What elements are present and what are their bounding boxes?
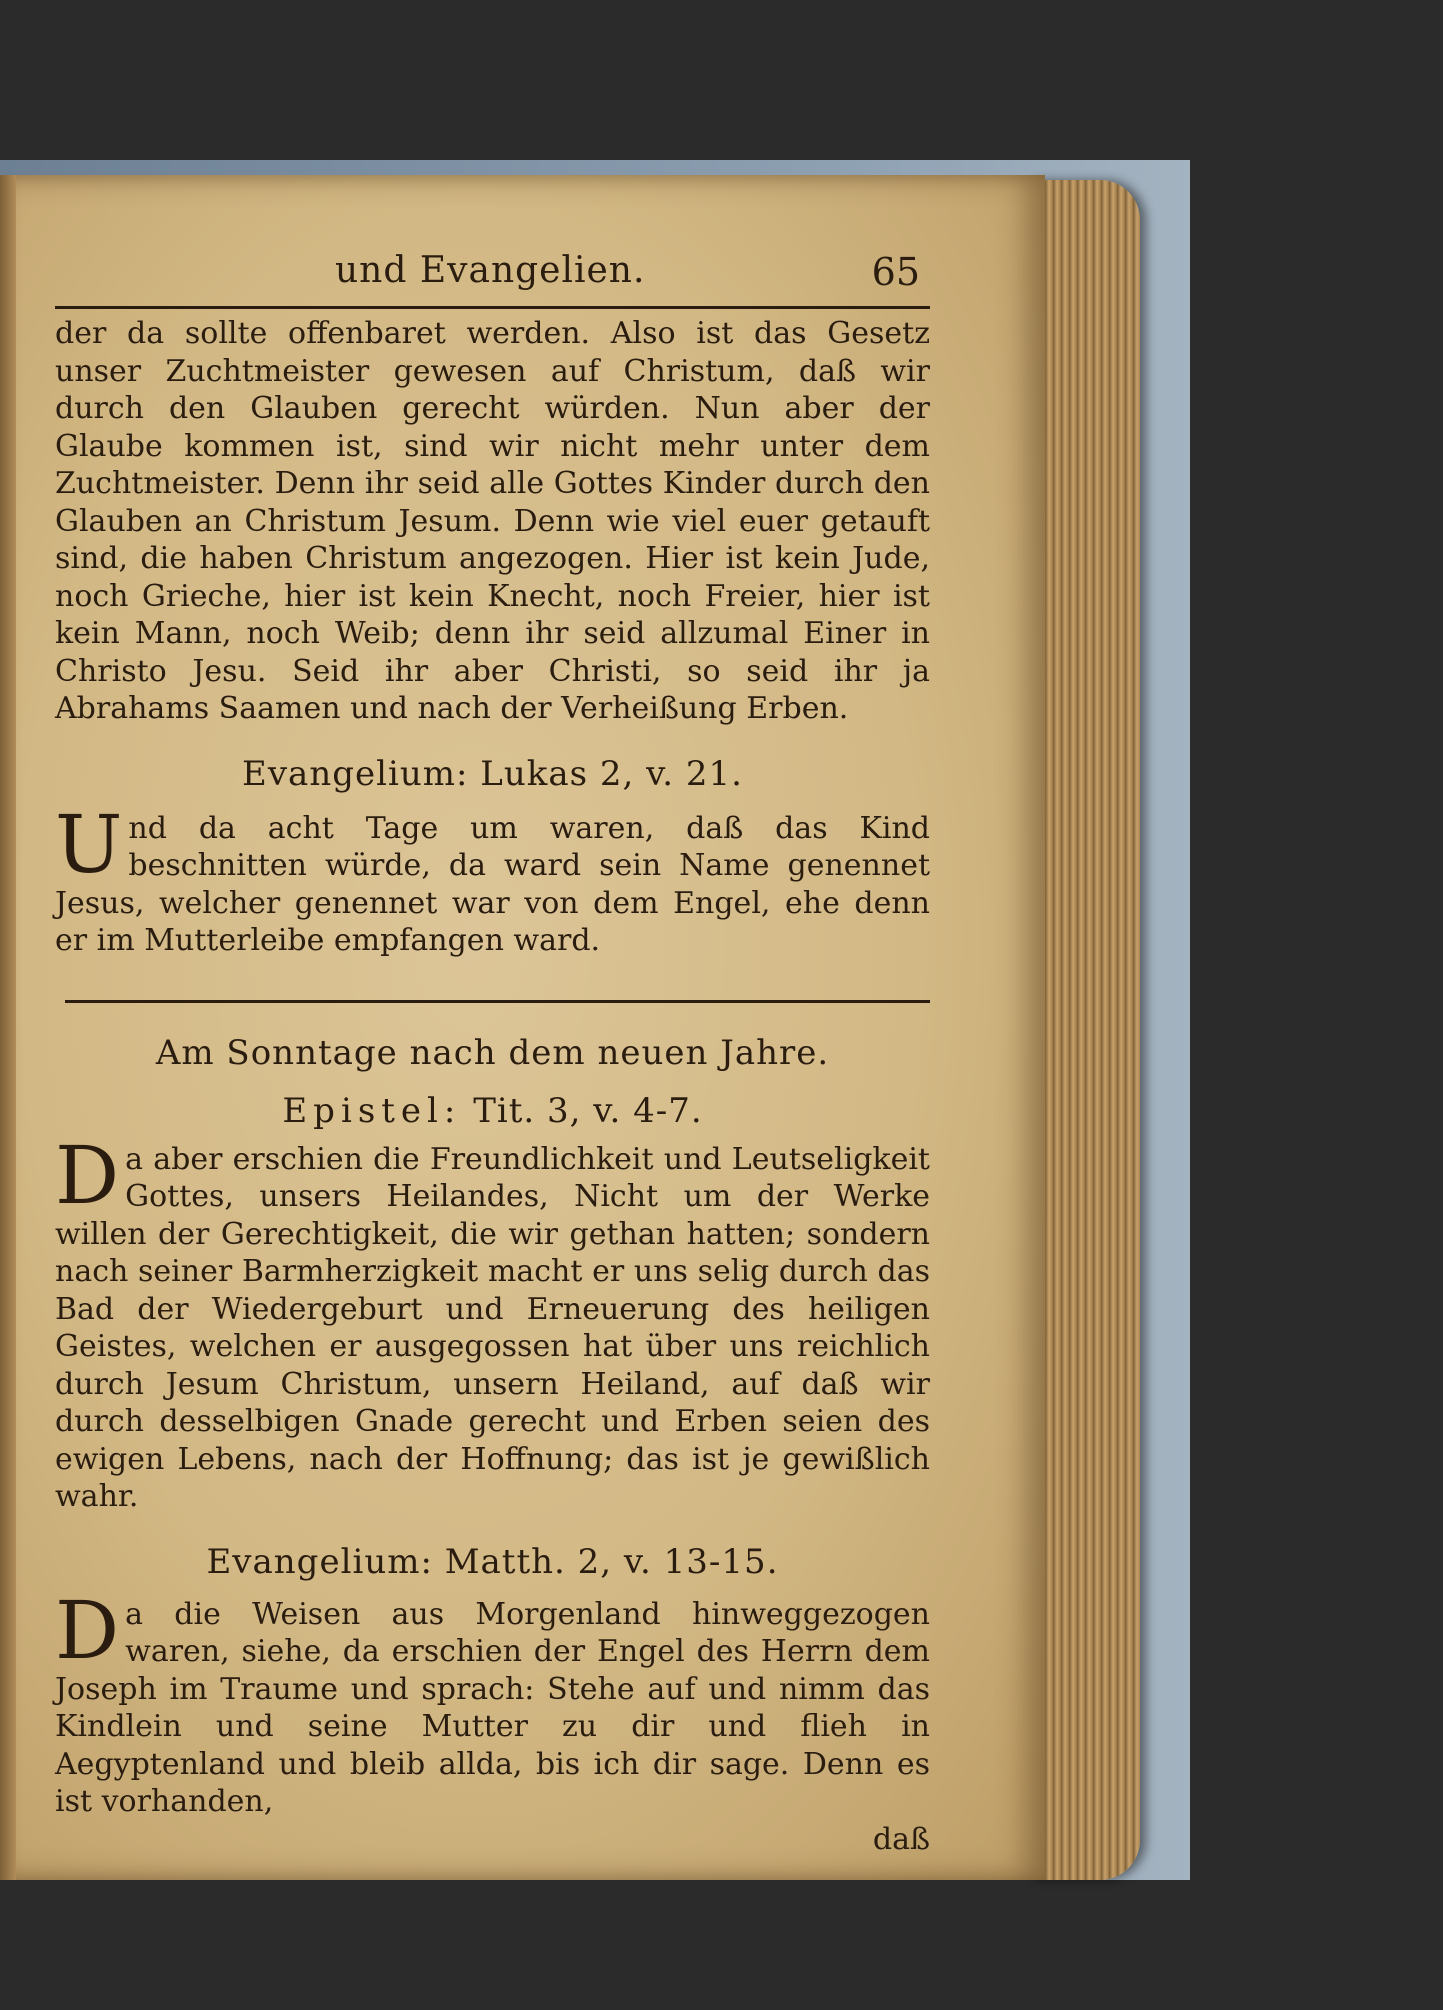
epistle-text — [55, 1128, 930, 1516]
page-text — [55, 250, 930, 1858]
sunday-title: Am Sonntage nach dem neuen Jahre. — [155, 1032, 830, 1073]
epistle-reference: Tit. 3, v. 4-7. — [473, 1090, 703, 1131]
drop-cap-d-gospel: D — [55, 1583, 120, 1677]
page-number: 65 — [871, 250, 920, 294]
gospel-heading-lukas: Evangelium: Lukas 2, v. 21. — [242, 753, 743, 794]
book-binding — [0, 175, 16, 1880]
running-header — [55, 250, 930, 309]
gospel-body-matthaeus: a die Weisen aus Morgenland hinweggezogen waren, siehe, da erschien der Engel des Herrn dem Joseph im Traume und sprach: Stehe auf und nimm das Kindlein und seine Mutter zu dir und flieh in Aegyptenland und bleib allda, bis ich dir sage. Denn es ist vorhanden, — [55, 1596, 930, 1819]
gospel-text-lukas — [55, 797, 930, 960]
epistle-continuation: der da sollte offenbaret werden. Also ist das Gesetz unser Zuchtmeister gewesen auf Christum, daß wir durch den Glauben gerecht würden. Nun aber der Glaube kommen ist, sind wir nicht mehr unter dem Zuchtmeister. Denn ihr seid alle Gottes Kinder durch den Glauben an Christum Jesum. Denn wie viel euer getauft sind, die haben Christum angezogen. Hier ist kein Jude, noch Grieche, hier ist kein Knecht, noch Freier, hier ist kein Mann, noch Weib; denn ihr seid allzumal Einer in Christo Jesu. Seid ihr aber Christi, so seid ihr ja Abrahams Saamen und nach der Verheißung Erben. — [55, 316, 930, 726]
gospel-heading-matthaeus: Evangelium: Matth. 2, v. 13-15. — [206, 1541, 779, 1582]
gospel-body-lukas: nd da acht Tage um waren, daß das Kind beschnitten würde, da ward sein Name genennet Jesus, welcher genennet war von dem Engel, ehe denn er im Mutterleibe empfangen ward. — [55, 810, 930, 958]
gospel-text-matthaeus — [55, 1583, 930, 1821]
epistle-heading — [55, 1091, 930, 1131]
page-edges — [1030, 180, 1140, 1880]
epistle-label: Epistel: — [282, 1090, 462, 1131]
drop-cap-u: U — [55, 797, 123, 891]
drop-cap-d-epistle: D — [55, 1128, 120, 1222]
section-divider — [65, 1000, 930, 1003]
catchword: daß — [872, 1821, 930, 1857]
epistle-body: a aber erschien die Freundlichkeit und Leutseligkeit Gottes, unsers Heilandes, Nicht um der Werke willen der Gerechtigkeit, die wir gethan hatten; sondern nach seiner Barmherzigkeit macht er uns selig durch das Bad der Wiedergeburt und Erneuerung des heiligen Geistes, welchen er ausgegossen hat über uns reichlich durch Jesum Christum, unsern Heiland, auf daß wir durch desselbigen Gnade gerecht und Erben seien des ewigen Lebens, nach der Hoffnung; das ist je gewißlich wahr. — [55, 1141, 930, 1514]
header-title: und Evangelien. — [335, 250, 646, 291]
